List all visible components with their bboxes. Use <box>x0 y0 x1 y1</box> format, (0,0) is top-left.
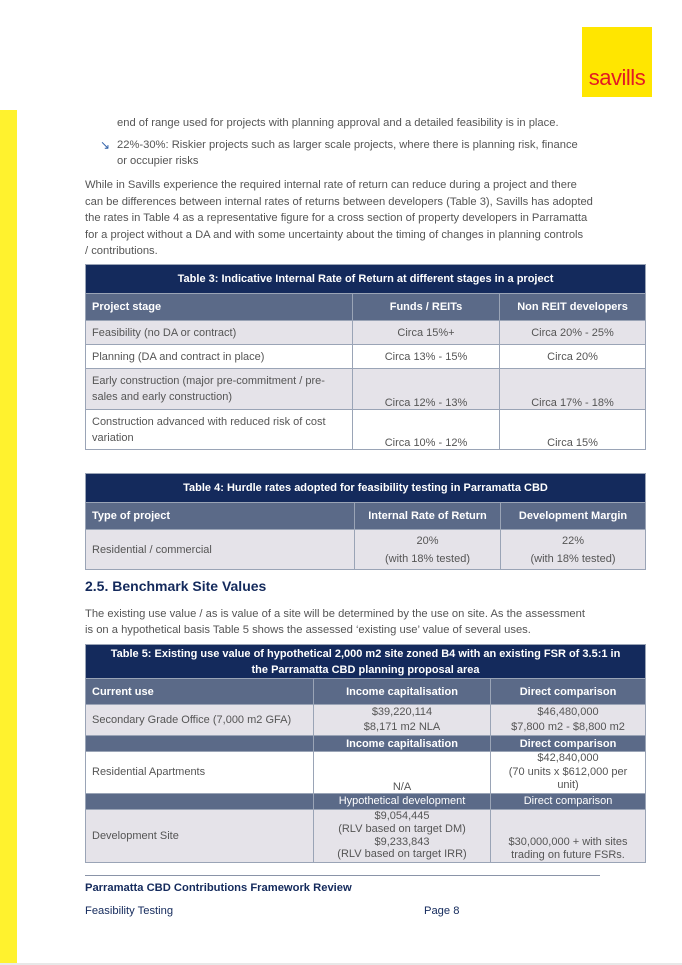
side-accent-bar <box>0 110 17 963</box>
paragraph-line: The existing use value / as is value of a site will be determined by the use on site. As the assessment <box>85 608 585 620</box>
cell: Residential Apartments <box>86 752 314 794</box>
cell-line: 22% <box>561 534 585 547</box>
paragraph-line: is on a hypothetical basis Table 5 shows the assessed ‘existing use’ value of several uses. <box>85 624 531 636</box>
table-row <box>86 752 646 794</box>
footer-divider <box>85 875 600 876</box>
title-line: the Parramatta CBD planning proposal area <box>251 663 480 676</box>
table-3 <box>85 264 646 450</box>
cell: Circa 10% - 12% <box>353 410 500 450</box>
cell: Development Site <box>86 809 314 862</box>
logo-text: savills <box>588 65 646 90</box>
subheader-blank <box>86 793 314 809</box>
subheader-blank <box>86 736 314 752</box>
subheader: Income capitalisation <box>314 736 491 752</box>
table-title: Table 3: Indicative Internal Rate of Return at different stages in a project <box>86 265 646 294</box>
paragraph-line: While in Savills experience the required internal rate of return can reduce during a project and there <box>85 179 577 191</box>
table-title <box>86 645 646 679</box>
bullet-line: 22%-30%: Riskier projects such as larger scale projects, where there is planning risk, finance <box>117 139 578 151</box>
cell: Circa 20% - 25% <box>500 321 646 345</box>
cell: Circa 12% - 13% <box>353 369 500 410</box>
table-row <box>86 809 646 862</box>
cell-line: $39,220,114 <box>371 706 433 718</box>
table-row <box>86 321 646 345</box>
cell-line: $9,054,445 <box>374 809 430 822</box>
column-header: Direct comparison <box>491 679 646 705</box>
column-header: Project stage <box>86 294 353 321</box>
column-header: Funds / REITs <box>353 294 500 321</box>
cell-line: sales and early construction) <box>92 391 233 403</box>
cell: Circa 13% - 15% <box>353 345 500 369</box>
cell: N/A <box>314 752 491 794</box>
bullet-line: or occupier risks <box>117 155 199 167</box>
paragraph-line: for a project without a DA and with some uncertainty about the timing of changes in planning controls <box>85 228 584 241</box>
cell-line: unit) <box>557 779 579 791</box>
cell-line: trading on future FSRs. <box>511 848 625 861</box>
cell-line: (with 18% tested) <box>385 552 470 565</box>
table-row <box>86 705 646 736</box>
table-4 <box>85 473 646 570</box>
cell: Circa 17% - 18% <box>500 369 646 410</box>
cell: Feasibility (no DA or contract) <box>86 321 353 345</box>
column-header: Current use <box>86 679 314 705</box>
table-row <box>86 410 646 450</box>
cell-line: $7,800 m2 - $8,800 m2 <box>511 721 625 733</box>
cell: Circa 20% <box>500 345 646 369</box>
cell <box>314 809 491 862</box>
cell <box>355 530 501 570</box>
footer-title: Parramatta CBD Contributions Framework Review <box>85 882 352 894</box>
column-header: Income capitalisation <box>314 679 491 705</box>
cell-line: 20% <box>416 534 439 547</box>
savills-logo <box>582 27 652 97</box>
cell: Planning (DA and contract in place) <box>86 345 353 369</box>
cell <box>491 752 646 794</box>
cell-line: (70 units x $612,000 per <box>508 765 628 778</box>
cell-line: Construction advanced with reduced risk of cost <box>92 415 326 428</box>
subheader: Direct comparison <box>491 793 646 809</box>
cell-line: $42,840,000 <box>537 752 599 764</box>
title-line: Table 5: Existing use value of hypothetical 2,000 m2 site zoned B4 with an existing FSR of 3.5:1 in <box>110 647 621 660</box>
column-header: Internal Rate of Return <box>355 503 501 530</box>
cell-line: $8,171 m2 NLA <box>363 721 441 733</box>
cell <box>86 369 353 410</box>
cell: Residential / commercial <box>86 530 355 570</box>
subheader: Hypothetical development <box>314 793 491 809</box>
cell-line: variation <box>92 431 134 444</box>
cell-line: $9,233,843 <box>374 835 430 848</box>
table-title: Table 4: Hurdle rates adopted for feasibility testing in Parramatta CBD <box>86 474 646 503</box>
cell <box>491 809 646 862</box>
section-heading: 2.5. Benchmark Site Values <box>85 578 267 594</box>
paragraph-line: / contributions. <box>85 245 158 257</box>
table-row <box>86 530 646 570</box>
table-row <box>86 345 646 369</box>
table-row <box>86 369 646 410</box>
cell <box>501 530 646 570</box>
cell-line: $46,480,000 <box>537 706 599 718</box>
cell-line: $30,000,000 + with sites <box>508 835 628 848</box>
cell: Circa 15%+ <box>353 321 500 345</box>
cell <box>491 705 646 736</box>
cell <box>314 705 491 736</box>
cell-line: (with 18% tested) <box>530 552 616 565</box>
footer-section: Feasibility Testing <box>85 905 174 917</box>
cell: Circa 15% <box>500 410 646 450</box>
column-header: Non REIT developers <box>500 294 646 321</box>
page-number: Page 8 <box>424 905 460 917</box>
subheader: Direct comparison <box>491 736 646 752</box>
cell-line: (RLV based on target IRR) <box>337 848 467 861</box>
bullet-continuation: end of range used for projects with planning approval and a detailed feasibility is in place. <box>117 117 559 129</box>
cell: Secondary Grade Office (7,000 m2 GFA) <box>86 705 314 736</box>
column-header: Development Margin <box>501 503 646 530</box>
cell-line: (RLV based on target DM) <box>338 822 466 835</box>
cell-line: Early construction (major pre-commitment / pre- <box>92 375 325 387</box>
arrow-bullet-icon: ↘ <box>100 138 111 152</box>
column-header: Type of project <box>86 503 355 530</box>
paragraph-line: the rates in Table 4 as a representative figure for a cross section of property developers in Parramatta <box>85 212 588 224</box>
cell <box>86 410 353 450</box>
paragraph-line: can be differences between internal rates of returns between developers (Table 3), Savills has adopted <box>85 195 593 208</box>
table-5 <box>85 644 646 863</box>
